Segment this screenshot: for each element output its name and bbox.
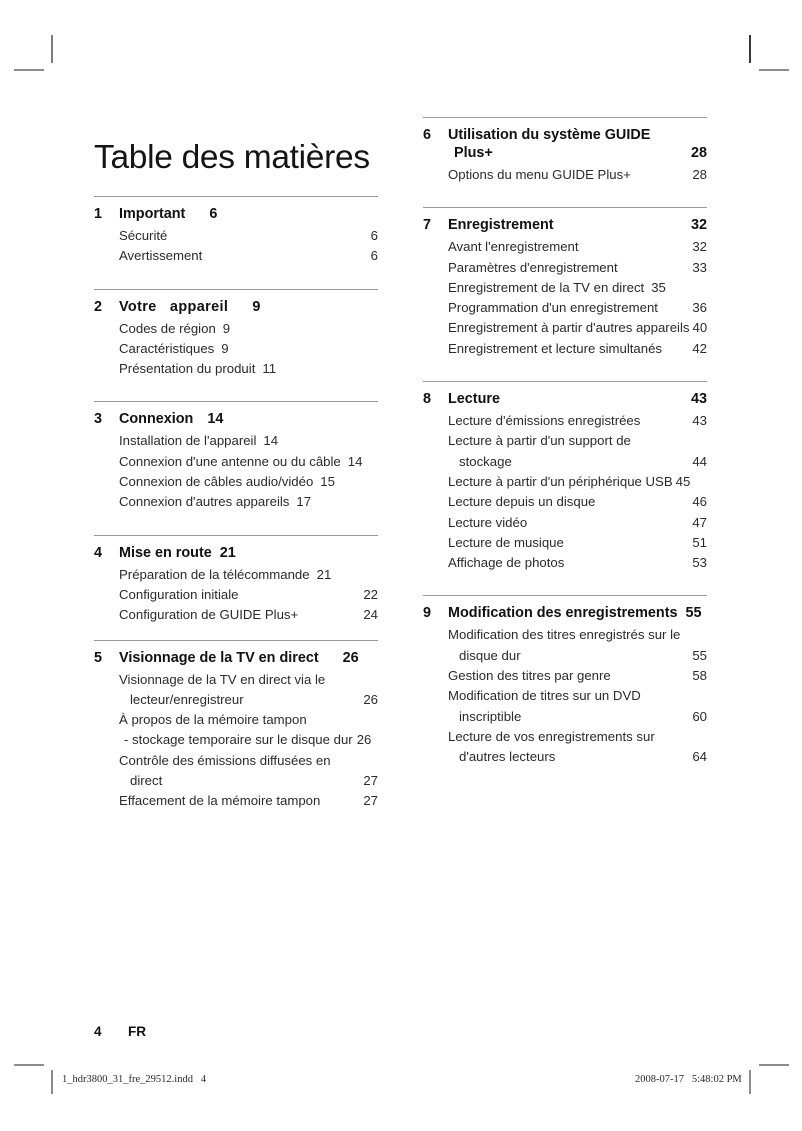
section-title: Votre appareil bbox=[119, 298, 229, 315]
toc-entry[interactable] bbox=[448, 727, 707, 768]
toc-entry[interactable] bbox=[119, 710, 378, 751]
toc-section-heading[interactable] bbox=[423, 118, 707, 161]
section-spacer bbox=[423, 185, 707, 207]
section-spacer bbox=[423, 359, 707, 381]
toc-entry-label: Enregistrement de la TV en direct bbox=[448, 279, 645, 295]
toc-entry-label: Connexion de câbles audio/vidéo bbox=[119, 474, 314, 490]
toc-entry-label-continued: direct bbox=[130, 773, 163, 789]
section-title-continued: Plus+ bbox=[454, 145, 493, 161]
section-number: 2 bbox=[94, 298, 103, 315]
toc-entry-page-number: 51 bbox=[692, 534, 707, 550]
toc-section-heading[interactable] bbox=[423, 596, 707, 621]
toc-entry-label: Effacement de la mémoire tampon bbox=[119, 793, 321, 809]
toc-entry-page-number: 6 bbox=[370, 248, 378, 264]
toc-entry-label: Modification des titres enregistrés sur le bbox=[448, 627, 681, 643]
toc-entry-page-number: 27 bbox=[363, 793, 378, 809]
toc-entry-label: Enregistrement et lecture simultanés bbox=[448, 340, 663, 356]
toc-entry-page-number: 21 bbox=[316, 566, 332, 582]
toc-section-heading[interactable] bbox=[94, 402, 378, 427]
toc-entry-page-number: 44 bbox=[692, 453, 707, 469]
page-title: Table des matières bbox=[94, 139, 370, 177]
toc-entry[interactable] bbox=[119, 791, 378, 811]
toc-section-heading[interactable] bbox=[423, 382, 707, 407]
toc-entry-page-number: 55 bbox=[692, 647, 707, 663]
toc-entry-list bbox=[423, 411, 707, 573]
toc-section bbox=[94, 289, 378, 380]
section-page-number: 32 bbox=[690, 217, 707, 234]
toc-entry[interactable] bbox=[119, 472, 378, 492]
toc-entry-label: Connexion d'une antenne ou du câble bbox=[119, 453, 341, 469]
crop-mark-top-right-horizontal bbox=[759, 69, 789, 71]
toc-section bbox=[94, 401, 378, 512]
toc-entry-page-number: 24 bbox=[363, 607, 378, 623]
section-number: 3 bbox=[94, 411, 103, 428]
toc-entry-page-number: 33 bbox=[692, 259, 707, 275]
toc-entry-label: Lecture de vos enregistrements sur bbox=[448, 728, 655, 744]
toc-entry[interactable] bbox=[119, 565, 378, 585]
toc-section bbox=[94, 196, 378, 267]
toc-entry[interactable] bbox=[448, 411, 707, 431]
section-page-number: 55 bbox=[685, 605, 702, 622]
toc-section-heading[interactable] bbox=[94, 197, 378, 222]
toc-entry[interactable] bbox=[448, 513, 707, 533]
toc-entry-label-continued: inscriptible bbox=[459, 708, 522, 724]
toc-entry-label: Enregistrement à partir d'autres appareils bbox=[448, 320, 690, 336]
toc-entry-page-number: 14 bbox=[347, 453, 363, 469]
toc-entry[interactable] bbox=[119, 319, 378, 339]
toc-entry-page-number: 47 bbox=[692, 514, 707, 530]
toc-section-heading[interactable] bbox=[94, 290, 378, 315]
crop-mark-bottom-right-vertical bbox=[749, 1070, 751, 1094]
toc-entry-label-continued: disque dur bbox=[459, 647, 521, 663]
toc-entry[interactable] bbox=[448, 278, 707, 298]
toc-section-heading[interactable] bbox=[423, 208, 707, 233]
section-title: Mise en route bbox=[119, 544, 212, 561]
toc-section-heading[interactable] bbox=[94, 641, 378, 666]
toc-entry-label-continued: - stockage temporaire sur le disque dur bbox=[124, 732, 353, 748]
toc-entry-list bbox=[94, 226, 378, 267]
toc-entry-label: Options du menu GUIDE Plus+ bbox=[448, 167, 631, 182]
crop-mark-top-left-vertical bbox=[51, 35, 53, 63]
toc-entry-page-number: 6 bbox=[370, 228, 378, 243]
toc-entry-label: Programmation d'un enregistrement bbox=[448, 300, 658, 316]
print-slug-filename: 1_hdr3800_31_fre_29512.indd 4 bbox=[62, 1074, 207, 1085]
folio bbox=[94, 1024, 146, 1039]
toc-entry-page-number: 45 bbox=[675, 473, 691, 489]
toc-entry-page-number: 43 bbox=[692, 413, 707, 429]
toc-entry[interactable] bbox=[119, 359, 378, 379]
toc-entry-list bbox=[94, 670, 378, 812]
toc-entry-label: Sécurité bbox=[119, 228, 168, 243]
section-title: Enregistrement bbox=[448, 217, 554, 234]
toc-entry[interactable] bbox=[119, 339, 378, 359]
toc-entry-label: Lecture à partir d'un support de bbox=[448, 433, 631, 449]
section-title: Lecture bbox=[448, 391, 500, 408]
toc-entry-page-number: 17 bbox=[296, 494, 312, 510]
toc-entry-page-number: 36 bbox=[692, 300, 707, 316]
toc-entry[interactable] bbox=[119, 585, 378, 605]
toc-entry-page-number: 40 bbox=[692, 320, 708, 336]
toc-entry[interactable] bbox=[119, 452, 378, 472]
crop-mark-bottom-left-horizontal bbox=[14, 1064, 44, 1066]
toc-entry-page-number: 11 bbox=[262, 361, 277, 377]
crop-mark-top-right-vertical bbox=[749, 35, 751, 63]
section-spacer bbox=[94, 267, 378, 289]
folio-language-code: FR bbox=[128, 1024, 147, 1039]
toc-entry-page-number: 26 bbox=[363, 691, 378, 707]
toc-entry-page-number: 42 bbox=[692, 340, 707, 356]
toc-entry[interactable] bbox=[448, 492, 707, 512]
crop-mark-top-left-horizontal bbox=[14, 69, 44, 71]
toc-entry[interactable] bbox=[448, 339, 707, 359]
toc-entry-list bbox=[423, 237, 707, 359]
toc-entry[interactable] bbox=[119, 431, 378, 451]
section-spacer bbox=[423, 573, 707, 595]
toc-entry[interactable] bbox=[448, 533, 707, 553]
toc-entry-page-number: 14 bbox=[263, 433, 279, 449]
section-title: Important bbox=[119, 206, 186, 222]
section-page-number: 21 bbox=[219, 544, 236, 561]
toc-entry-label: Lecture de musique bbox=[448, 534, 564, 550]
toc-entry-list bbox=[94, 565, 378, 626]
section-title: Modification des enregistrements bbox=[448, 605, 678, 622]
section-title: Utilisation du système GUIDE bbox=[448, 127, 651, 143]
toc-entry-label: Paramètres d'enregistrement bbox=[448, 259, 618, 275]
toc-entry-list bbox=[423, 165, 707, 185]
toc-entry[interactable] bbox=[448, 553, 707, 573]
toc-entry-list bbox=[94, 431, 378, 512]
toc-entry[interactable] bbox=[448, 686, 707, 727]
toc-entry[interactable] bbox=[448, 625, 707, 666]
toc-entry-label: Caractéristiques bbox=[119, 340, 215, 356]
section-spacer bbox=[94, 379, 378, 401]
toc-entry-page-number: 53 bbox=[692, 555, 707, 571]
toc-entry-page-number: 60 bbox=[692, 708, 707, 724]
toc-entry-label-continued: lecteur/enregistreur bbox=[130, 691, 244, 707]
toc-entry[interactable] bbox=[448, 472, 707, 492]
toc-entry-page-number: 27 bbox=[363, 773, 378, 789]
toc-entry-label: Visionnage de la TV en direct via le bbox=[119, 671, 326, 687]
toc-section bbox=[423, 117, 707, 185]
toc-entry-label: Avertissement bbox=[119, 248, 203, 264]
toc-entry[interactable] bbox=[448, 431, 707, 472]
toc-entry-list bbox=[423, 625, 707, 767]
section-spacer bbox=[94, 626, 378, 640]
toc-entry-page-number: 26 bbox=[356, 732, 372, 748]
crop-mark-bottom-left-vertical bbox=[51, 1070, 53, 1094]
toc-entry-label: Installation de l'appareil bbox=[119, 433, 257, 449]
toc-entry-page-number: 15 bbox=[320, 474, 335, 490]
toc-entry-page-number: 46 bbox=[692, 494, 707, 510]
section-page-number: 6 bbox=[209, 206, 218, 222]
section-number: 5 bbox=[94, 649, 103, 666]
section-page-number: 9 bbox=[252, 298, 261, 315]
toc-entry-label: Configuration initiale bbox=[119, 586, 239, 602]
section-title: Connexion bbox=[119, 411, 194, 428]
section-page-number: 26 bbox=[342, 649, 359, 666]
toc-entry[interactable] bbox=[119, 246, 378, 266]
toc-column-right bbox=[423, 117, 707, 768]
section-number: 1 bbox=[94, 206, 103, 222]
print-slug-timestamp: 2008-07-17 5:48:02 PM bbox=[635, 1074, 742, 1085]
section-page-number: 43 bbox=[690, 391, 707, 408]
section-number: 7 bbox=[423, 217, 432, 234]
toc-entry-page-number: 22 bbox=[363, 586, 378, 602]
toc-entry-label: Modification de titres sur un DVD bbox=[448, 688, 641, 704]
toc-entry[interactable] bbox=[448, 165, 707, 185]
toc-entry-label: Contrôle des émissions diffusées en bbox=[119, 752, 331, 768]
section-page-number: 14 bbox=[207, 411, 224, 428]
toc-section bbox=[423, 381, 707, 573]
toc-section bbox=[94, 640, 378, 812]
toc-entry-label: Lecture à partir d'un périphérique USB bbox=[448, 473, 673, 489]
toc-entry[interactable] bbox=[448, 318, 707, 338]
section-title: Visionnage de la TV en direct bbox=[119, 649, 319, 666]
section-number: 8 bbox=[423, 391, 432, 408]
toc-entry[interactable] bbox=[119, 605, 378, 625]
toc-entry-label: Codes de région bbox=[119, 320, 216, 336]
toc-entry-page-number: 9 bbox=[222, 320, 231, 336]
toc-entry-label: Préparation de la télécommande bbox=[119, 566, 310, 582]
folio-page-number: 4 bbox=[94, 1024, 102, 1039]
toc-entry-list bbox=[94, 319, 378, 380]
toc-entry[interactable] bbox=[119, 226, 378, 246]
toc-entry-page-number: 64 bbox=[692, 749, 707, 765]
section-number: 9 bbox=[423, 605, 432, 622]
section-number: 6 bbox=[423, 127, 432, 143]
toc-section-heading[interactable] bbox=[94, 536, 378, 561]
toc-section bbox=[423, 207, 707, 359]
toc-entry-label: Gestion des titres par genre bbox=[448, 668, 611, 684]
toc-entry-label: Connexion d'autres appareils bbox=[119, 494, 290, 510]
toc-entry-label-continued: d'autres lecteurs bbox=[459, 749, 556, 765]
toc-entry[interactable] bbox=[448, 237, 707, 257]
toc-entry[interactable] bbox=[448, 666, 707, 686]
toc-entry-label: Affichage de photos bbox=[448, 555, 565, 571]
toc-entry-label: Avant l'enregistrement bbox=[448, 239, 579, 255]
toc-section bbox=[423, 595, 707, 767]
toc-entry-page-number: 58 bbox=[692, 668, 707, 684]
toc-entry-label: Configuration de GUIDE Plus+ bbox=[119, 607, 299, 623]
toc-entry[interactable] bbox=[448, 298, 707, 318]
toc-entry[interactable] bbox=[119, 751, 378, 792]
toc-entry-page-number: 28 bbox=[692, 167, 707, 182]
toc-entry-label: Lecture d'émissions enregistrées bbox=[448, 413, 641, 429]
toc-entry[interactable] bbox=[119, 670, 378, 711]
section-spacer bbox=[94, 513, 378, 535]
toc-column-left bbox=[94, 196, 378, 812]
crop-mark-bottom-right-horizontal bbox=[759, 1064, 789, 1066]
toc-entry-label: À propos de la mémoire tampon bbox=[119, 712, 307, 728]
toc-entry[interactable] bbox=[119, 492, 378, 512]
toc-entry-label: Lecture depuis un disque bbox=[448, 494, 596, 510]
toc-entry-label: Présentation du produit bbox=[119, 361, 256, 377]
toc-entry-page-number: 9 bbox=[221, 340, 229, 356]
toc-entry-page-number: 32 bbox=[692, 239, 707, 255]
toc-entry-page-number: 35 bbox=[651, 279, 666, 295]
toc-entry-label: Lecture vidéo bbox=[448, 514, 528, 530]
section-number: 4 bbox=[94, 544, 103, 561]
toc-entry[interactable] bbox=[448, 258, 707, 278]
section-page-number: 28 bbox=[690, 145, 707, 161]
toc-entry-label-continued: stockage bbox=[459, 453, 512, 469]
toc-section bbox=[94, 535, 378, 626]
